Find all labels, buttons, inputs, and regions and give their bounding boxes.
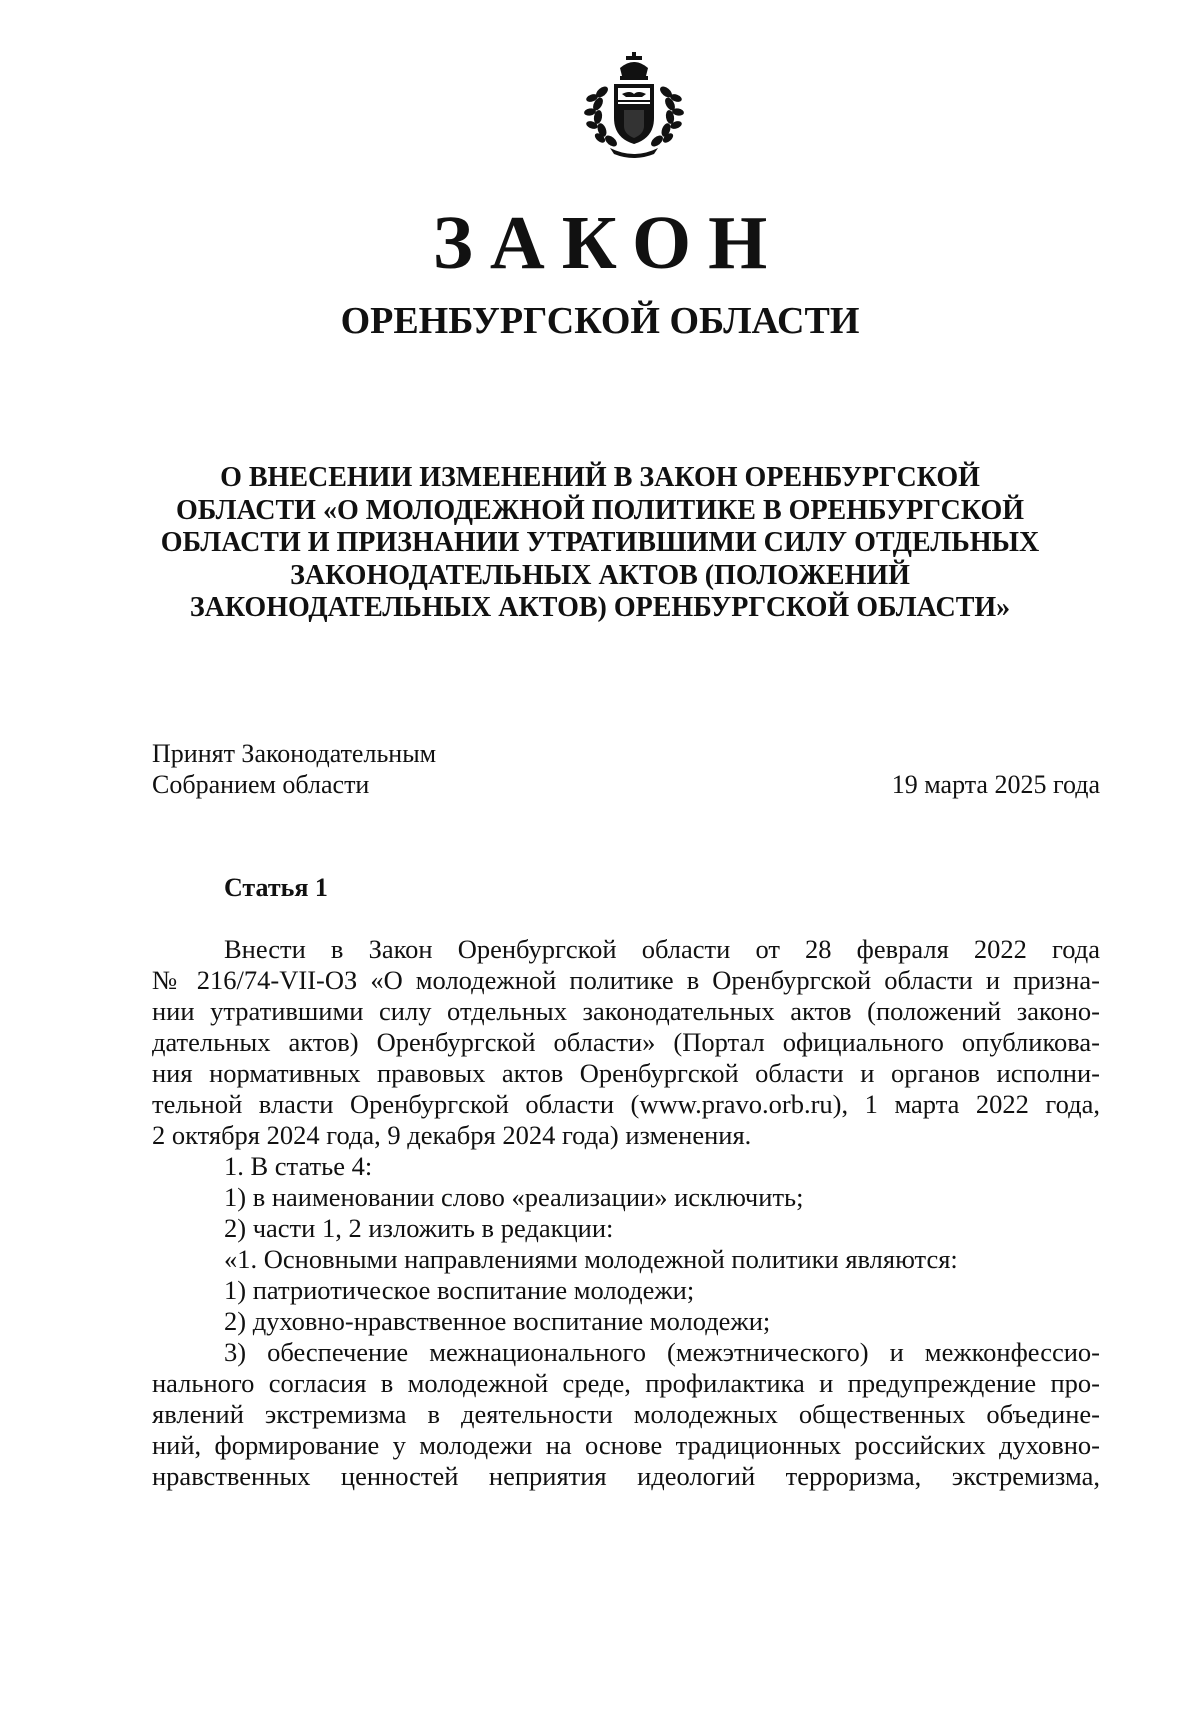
law-title: ЗАКОН [432,201,785,285]
adoption-line: Собранием области [152,770,370,799]
law-subject [140,462,1060,625]
body-line: нального согласия в молодежной среде, профилактика и предупреждение про- [152,1368,1100,1398]
subject-line: ОБЛАСТИ «О МОЛОДЕЖНОЙ ПОЛИТИКЕ В ОРЕНБУРГСКОЙ [175,494,1025,526]
body-line: 2 октября 2024 года, 9 декабря 2024 года) изменения. [152,1120,752,1150]
subject-line: О ВНЕСЕНИИ ИЗМЕНЕНИЙ В ЗАКОН ОРЕНБУРГСКОЙ [220,462,980,493]
shield-icon [614,84,654,144]
body-line: нравственных ценностей неприятия идеологий терроризма, экстремизма, [152,1461,1100,1491]
subject-line: ОБЛАСТИ И ПРИЗНАНИИ УТРАТИВШИМИ СИЛУ ОТДЕЛЬНЫХ [160,527,1040,558]
body-line: тельной власти Оренбургской области (www.pravo.orb.ru), 1 марта 2022 года, [152,1089,1100,1119]
coat-of-arms-emblem [580,52,688,160]
laurel-right-icon [649,84,684,148]
region-title: ОРЕНБУРГСКОЙ ОБЛАСТИ [340,300,860,342]
crown-icon [620,52,648,80]
body-line: 1) в наименовании слово «реализации» исключить; [224,1182,804,1212]
body-line: 1. В статье 4: [224,1151,373,1181]
body-line: «1. Основными направлениями молодежной политики являются: [224,1244,958,1274]
adoption-note [152,738,436,800]
body-line: ния нормативных правовых актов Оренбургской области и органов исполни- [152,1058,1100,1088]
body-line: дательных актов) Оренбургской области» (Портал официального опубликова- [152,1027,1100,1057]
body-line: Внести в Закон Оренбургской области от 28 февраля 2022 года [224,934,1100,964]
body-line: нии утратившими силу отдельных законодательных актов (положений законо- [152,996,1100,1026]
adoption-line: Принят Законодательным [152,739,437,768]
article-body [152,934,1100,1492]
body-line: 1) патриотическое воспитание молодежи; [224,1275,695,1305]
body-line: ний, формирование у молодежи на основе традиционных российских духовно- [152,1430,1100,1460]
adoption-date: 19 марта 2025 года [891,770,1100,799]
body-line: явлений экстремизма в деятельности молодежных общественных объедине- [152,1399,1100,1429]
body-line: № 216/74-VII-ОЗ «О молодежной политике в Оренбургской области и призна- [152,965,1100,995]
body-line: 2) части 1, 2 изложить в редакции: [224,1213,614,1243]
subject-line: ЗАКОНОДАТЕЛЬНЫХ АКТОВ (ПОЛОЖЕНИЙ [290,559,910,591]
subject-line: ЗАКОНОДАТЕЛЬНЫХ АКТОВ) ОРЕНБУРГСКОЙ ОБЛАСТИ» [189,592,1011,623]
article-heading: Статья 1 [224,873,328,902]
laurel-left-icon [583,84,618,148]
body-line: 3) обеспечение межнационального (межэтнического) и межконфессио- [224,1337,1100,1367]
ribbon-icon [610,148,658,158]
body-line: 2) духовно-нравственное воспитание молодежи; [224,1306,771,1336]
